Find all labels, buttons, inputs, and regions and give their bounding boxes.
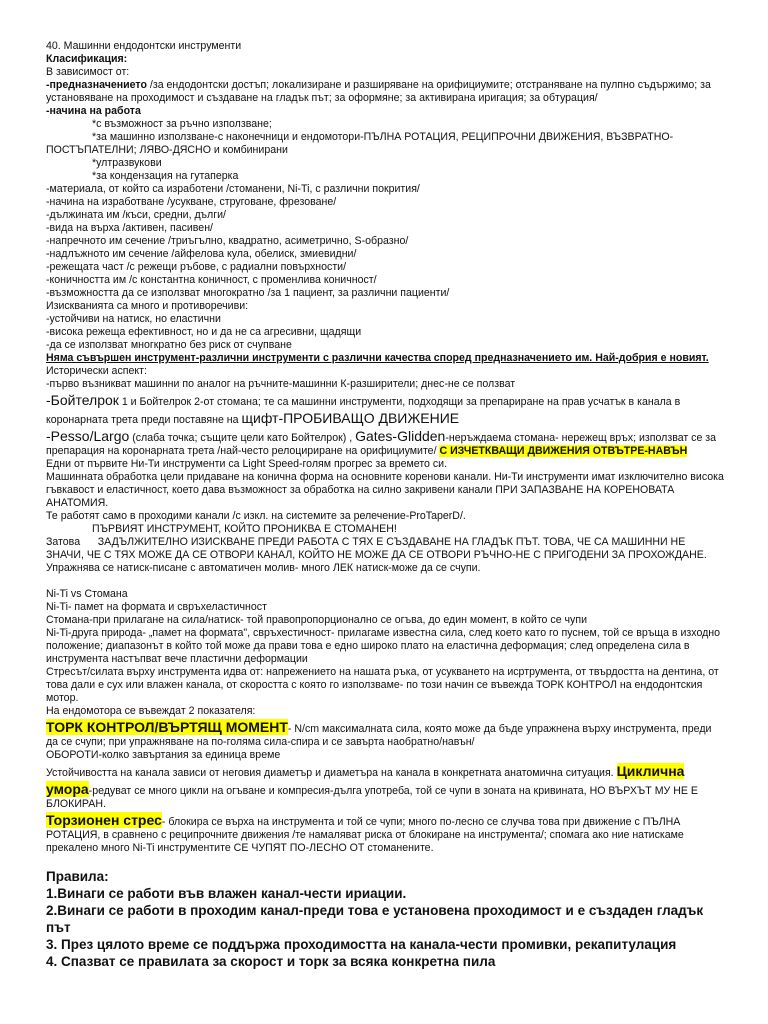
material-item: -материала, от който са изработени /стоманени, Ni-Ti, с различни покрития/ [46, 183, 420, 195]
passable-item: Те работят само в проходими канали /с изкл. на системите за релечение-ProTaperD/. [46, 510, 466, 522]
torsion-paragraph [46, 811, 726, 855]
longitudinal-item: -надлъжното им сечение /айфелова кула, обелиск, змиевидни/ [46, 248, 357, 260]
requirement-3: -да се използват многкратно без риск от счупване [46, 339, 292, 351]
therefore-paragraph [46, 536, 726, 562]
no-perfect-instrument: Няма съвършен инструмент-различни инструменти с различни качества според предназначението им. Най-добрия е новият. [46, 352, 709, 364]
fatigue-paragraph [46, 762, 726, 811]
fatigue-term: Циклична умора [46, 763, 685, 797]
rule-item: 1.Винаги се работи във влажен канал-чести ириации. [46, 886, 407, 901]
fatigue-text: Устойчивостта на канала зависи от неговия диаметър и диаметъра на канала в конкретната анатомична ситуация. [46, 767, 617, 779]
torsion-text: - блокира се върха на инструмента и той се чупи; много по-лесно се случва това при движение с ПЪЛНА РОТАЦИЯ, в сравнено с реципрочните движения /те намаляват риска от блокиране на инструмента/; спомага ако ние натискаме прекалено много Ni-Ti инструментите СЕ ЧУПЯТ ПО-ЛЕСНО ОТ стоманените. [46, 816, 684, 854]
reuse-item: -възможността да се използват многократно /за 1 пациент, за различни пациенти/ [46, 287, 450, 299]
first-instrument-note: ПЪРВИЯТ ИНСТРУМЕНТ, КОЙТО ПРОНИКВА Е СТОМАНЕН! [92, 523, 397, 535]
manufacture-item: -начина на изработване /усукване, струговане, фрезоване/ [46, 196, 337, 208]
depends-label: В зависимост от: [46, 66, 130, 78]
niti-nature-paragraph: Ni-Ti-друга природа- „памет на формата", свръхестичност- прилагаме известна сила, след което като го пуснем, той се връща в изходно положение; диапазонът в който той може да прави това е едно широко плато на еластична деформация; след определена сила в инструмента настъпват вече пластични деформации [46, 627, 721, 665]
taper-item: -коничността им /с константна коничност, с променлива коничност/ [46, 274, 377, 286]
pesso-name: -Pesso/Largo [46, 428, 130, 444]
niti-first-item: Едни от първите Ни-Ти инструменти са Light Speed-голям прогрес за времето си. [46, 458, 448, 470]
rule-item: 2.Винаги се работи в проходим канал-преди това е установена проходимост и е създаден гладък път [46, 903, 704, 935]
torque-paragraph [46, 718, 726, 749]
machine-item [46, 131, 726, 157]
boiterok-text: 1 и Бойтелрок 2-от стомана; те са машинни инструменти, подходящи за препариране на прав усчатък в канала в коронарната трета преди поставяне на [46, 396, 681, 426]
gates-text: -неръждаема стомана- нережещ връх; използват се за препарация на коронарната трета /най-често релоцириране на орифициумите/ [46, 432, 717, 457]
rule-item: 4. Спазват се правилата за скорост и торк за всяка конкретна пила [46, 954, 496, 969]
steel-item: Стомана-при прилагане на сила/натиск- той правопропорционално се огъва, до един момент, в който се чупи [46, 614, 587, 626]
niti-memory-item: Ni-Ti- памет на формата и свръхеластичност [46, 601, 267, 613]
first-machine-item: -първо възникват машинни по аналог на ръчните-машинни К-разширители; днес-не се ползват [46, 378, 516, 390]
document-page [46, 40, 726, 970]
pressure-item: Упражнява се натиск-писане с автоматичен молив- много ЛЕК натиск-може да се счупи. [46, 562, 481, 574]
torque-text: - N/cm максималната сила, която може да бъде упражнена върху инструмента, преди да се счупи; при упражняване на по-голяма сила-спира и се завърта наобратно/навън/ [46, 723, 712, 748]
gates-name: Gates-Glidden [355, 428, 446, 444]
classification-heading: Класификация: [46, 53, 128, 65]
work-mode-label: -начина на работа [46, 105, 141, 117]
torsion-term: Торзионен стрес [46, 812, 162, 828]
therefore-label: Затова [46, 536, 81, 548]
requirements-heading: Изискванията са много и противоречиви: [46, 300, 249, 312]
manual-item: *с възможност за ръчно използване; [92, 118, 272, 130]
pesso-text: (слаба точка; същите цели като Бойтелрок) , [129, 432, 356, 444]
boiterok-end: щифт-ПРОБИВАЩО ДВИЖЕНИЕ [241, 410, 460, 426]
history-heading: Исторически аспект: [46, 365, 147, 377]
machine-shape-paragraph: Машинната обработка цели придаване на конична форма на основните коренови канали. Ни-Ти инструменти имат изключително висока гъвкавост и еластичност, което дава възможност за обработка на силно закривени канали ПРИ ЗАПАЗВАНЕ НА КОРЕНОВАТА АНАТОМИЯ. [46, 471, 724, 509]
ultrasound-item: *ултразвукови [92, 157, 162, 169]
cutting-item: -режещата част /с режещи ръбове, с радиални повърхности/ [46, 261, 347, 273]
tip-item: -вида на върха /активен, пасивен/ [46, 222, 213, 234]
pesso-paragraph [46, 427, 726, 458]
requirement-1: -устойчиви на натиск, но еластични [46, 313, 221, 325]
rules-section [46, 868, 726, 970]
rules-title: Правила: [46, 869, 109, 884]
therefore-text: ЗАДЪЛЖИТЕЛНО ИЗИСКВАНЕ ПРЕДИ РАБОТА С ТЯХ Е СЪЗДАВАНЕ НА ГЛАДЪК ПЪТ. ТОВА, ЧЕ СА МАШИННИ НЕ ЗНАЧИ, ЧЕ С ТЯХ МОЖЕ ДА СЕ ОТВОРИ КАНАЛ, КОЙТО НЕ МОЖЕ ДА СЕ ОТВОРИ РЪЧНО-НЕ С ПРИГОДЕНИ ЗА ПРОХОЖДАНЕ. [46, 536, 707, 561]
length-item: -дължината им /къси, средни, дълги/ [46, 209, 226, 221]
purpose-label: -предназначението [46, 79, 147, 91]
boiterok-paragraph [46, 391, 726, 427]
fatigue-after: -редуват се много цикли на огъване и компресия-дълга употреба, той се чупи в зоната на кривината, НО ВЪРХЪТ МУ НЕ Е БЛОКИРАН. [46, 785, 698, 810]
gutta-item: *за кондензация на гутаперка [92, 170, 239, 182]
machine-text: *за машинно използване-с наконечници и ендомотори-ПЪЛНА РОТАЦИЯ, РЕЦИПРОЧНИ ДВИЖЕНИЯ, ВЪЗВРАТНО-ПОСТЪПАТЕЛНИ; ЛЯВО-ДЯСНО и комбинирани [46, 131, 674, 156]
document-heading: 40. Машинни ендодонтски инструменти [46, 40, 242, 52]
endomotor-item: На ендомотора се въвеждат 2 показателя: [46, 705, 256, 717]
requirement-2: -висока режеща ефективност, но и да не са агресивни, щадящи [46, 326, 362, 338]
cross-section-item: -напречното им сечение /триъгълно, квадратно, асиметрично, S-образно/ [46, 235, 409, 247]
rpm-item: ОБОРОТИ-колко завъртания за единица време [46, 749, 281, 761]
gates-highlight: С ИЗЧЕТКВАЩИ ДВИЖЕНИЯ ОТВЪТРЕ-НАВЪН [439, 445, 688, 457]
rule-item: 3. През цялото време се поддържа проходимостта на канала-чести промивки, рекапитулация [46, 937, 677, 952]
boiterok-name: -Бойтелрок [46, 392, 119, 408]
torque-term: ТОРК КОНТРОЛ/ВЪРТЯЩ МОМЕНТ [46, 719, 288, 735]
vs-heading: Ni-Ti vs Стомана [46, 588, 128, 600]
stress-paragraph: Стресът/силата върху инструмента идва от: напрежението на нашата ръка, от усукването на исртрумента, от твърдостта на дентина, от това дали е сух или влажен канала, от скоростта с която го използваме- по този начин се въвежда ТОРК КОНТРОЛ на ендодонтския мотор. [46, 666, 719, 704]
purpose-paragraph [46, 79, 726, 105]
purpose-text: /за ендодонтски достъп; локализиране и разширяване на орифициумите; отстраняване на пулпно съдържимо; за установяване на проходимост и създаване на гладък път; за оформяне; за активирана иригация; за обтурация/ [46, 79, 711, 104]
